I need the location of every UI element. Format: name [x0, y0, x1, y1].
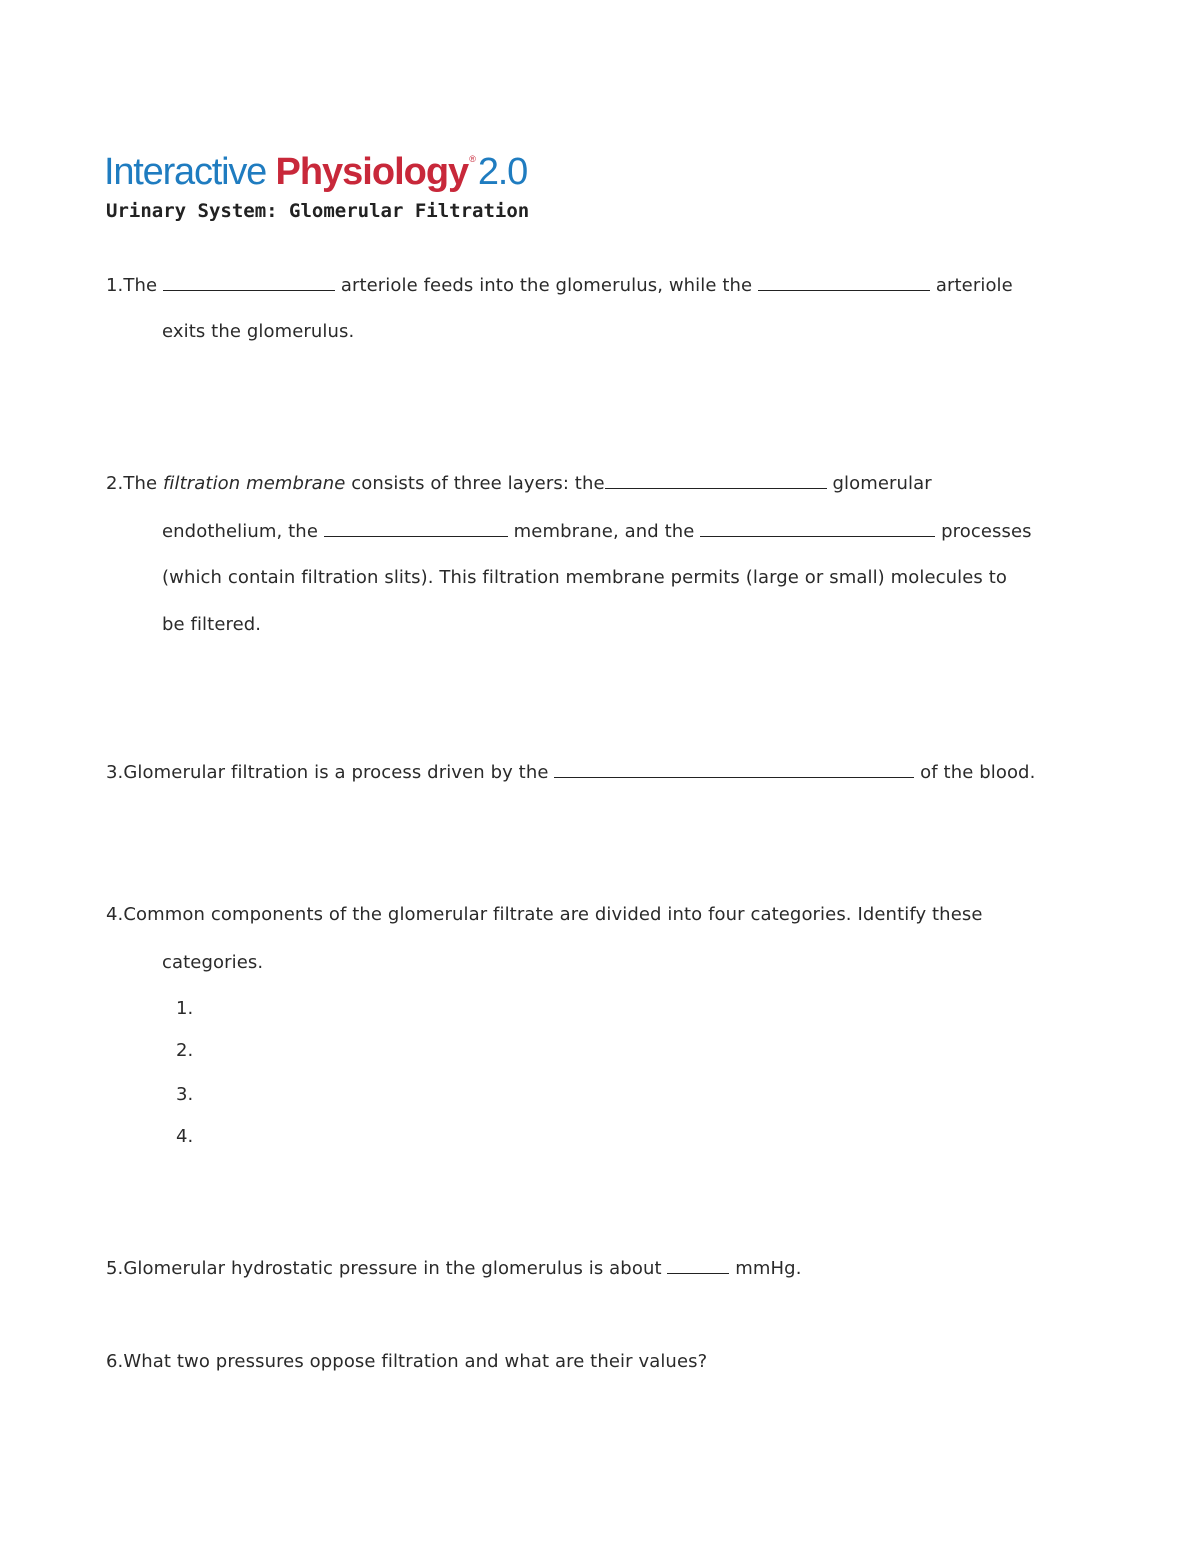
question-5-number: 5. [106, 1258, 124, 1279]
q3-blank[interactable] [554, 759, 914, 778]
logo-word-interactive: Interactive [104, 151, 267, 193]
question-2-line-4: be filtered. [162, 614, 262, 635]
q2-blank-3[interactable] [700, 518, 935, 537]
interactive-physiology-logo [104, 134, 528, 193]
q2-blank-2[interactable] [324, 518, 508, 537]
list-item: 4. [176, 1126, 194, 1147]
q2-blank-1[interactable] [605, 470, 827, 489]
question-4-line-2: categories. [162, 952, 264, 973]
list-item: 1. [176, 998, 194, 1019]
page-title: Urinary System: Glomerular Filtration [106, 200, 530, 222]
question-3-number: 3. [106, 762, 124, 783]
question-4-number: 4. [106, 904, 124, 925]
question-2-line-3: (which contain filtration slits). This filtration membrane permits (large or small) molecules to [162, 567, 1007, 588]
list-item: 3. [176, 1084, 194, 1105]
q1-blank-afferent[interactable] [163, 272, 335, 291]
q1-blank-efferent[interactable] [758, 272, 930, 291]
question-3-line-1: 3.Glomerular filtration is a process driven by the of the blood. [106, 759, 1035, 786]
question-2-number: 2. [106, 473, 124, 494]
list-item: 2. [176, 1040, 194, 1061]
logo-version: 2.0 [477, 151, 528, 193]
filtration-membrane-term: filtration membrane [162, 473, 346, 494]
question-6-line-1: 6.What two pressures oppose filtration and what are their values? [106, 1351, 708, 1372]
question-1-number: 1. [106, 275, 124, 296]
question-1-line-1: 1.The arteriole feeds into the glomerulus, while the arteriole [106, 272, 1013, 299]
question-2-line-1: 2.The filtration membrane consists of three layers: the glomerular [106, 470, 932, 497]
question-5-line-1: 5.Glomerular hydrostatic pressure in the glomerulus is about mmHg. [106, 1255, 802, 1282]
question-6-number: 6. [106, 1351, 124, 1372]
question-1-line-2: exits the glomerulus. [162, 321, 355, 342]
logo-word-physiology: Physiology [275, 151, 469, 193]
q5-blank[interactable] [667, 1255, 729, 1274]
logo-registered-mark: ® [469, 154, 476, 164]
question-4-line-1: 4.Common components of the glomerular filtrate are divided into four categories. Identify these [106, 904, 983, 925]
question-2-line-2: endothelium, the membrane, and the processes [162, 518, 1032, 545]
